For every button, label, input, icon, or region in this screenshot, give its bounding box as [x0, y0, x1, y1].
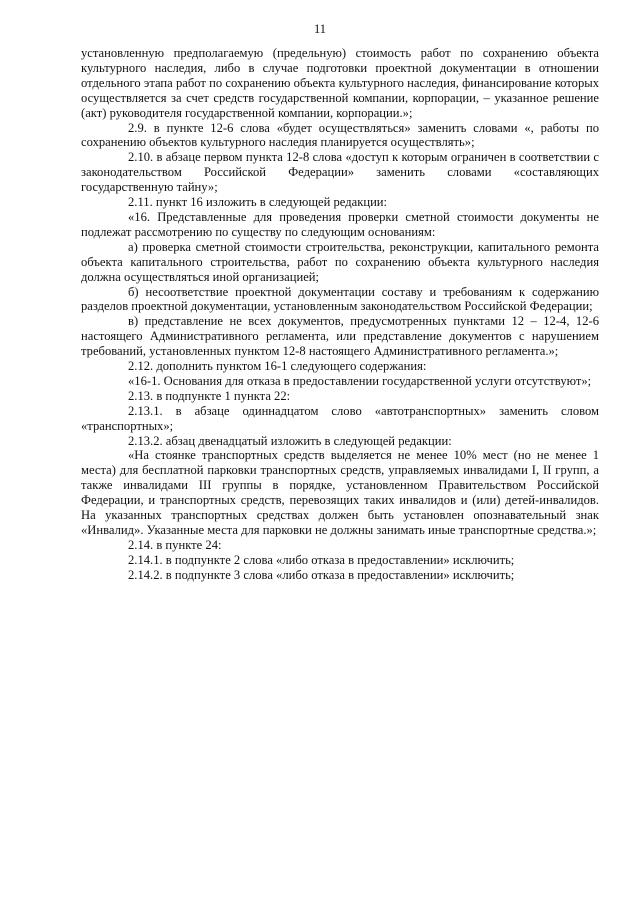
page-number: 11: [313, 22, 327, 36]
paragraph: «16-1. Основания для отказа в предоставлении государственной услуги отсутствуют»;: [128, 373, 592, 388]
paragraph: 2.13. в подпункте 1 пункта 22:: [128, 388, 291, 403]
paragraph: а) проверка сметной стоимости строительства, реконструкции, капитального ремонта объекта капитального строительства, работ по сохранению объекта культурного наследия должна осуществляться иной организацией;: [81, 239, 599, 284]
paragraph: 2.13.1. в абзаце одиннадцатом слово «автотранспортных» заменить словом «транспортных»;: [81, 403, 599, 433]
paragraph: б) несоответствие проектной документации составу и требованиям к содержанию разделов проектной документации, установленным законодательством Российской Федерации;: [81, 284, 599, 314]
paragraph: «На стоянке транспортных средств выделяется не менее 10% мест (но не менее 1 места) для бесплатной парковки транспортных средств, управляемых инвалидами I, II групп, а также инвалидами III группы в порядке, установленном Правительством Российской Федерации, и транспортных средств, перевозящих таких инвалидов и (или) детей-инвалидов. На указанных транспортных средствах должен быть установлен опознавательный знак «Инвалид». Указанные места для парковки не должны занимать иные транспортные средства.»;: [81, 448, 599, 537]
paragraph: 2.10. в абзаце первом пункта 12-8 слова «доступ к которым ограничен в соответствии с законодательством Российской Федерации» заменить словами «составляющих государственную тайну»;: [81, 150, 599, 195]
paragraph: 2.13.2. абзац двенадцатый изложить в следующей редакции:: [128, 433, 452, 448]
paragraph: 2.14.2. в подпункте 3 слова «либо отказа в предоставлении» исключить;: [128, 567, 515, 582]
paragraph: в) представление не всех документов, предусмотренных пунктами 12 – 12-4, 12-6 настоящего Административного регламента, или представление документов с нарушением требований, установленных пунктом 12-8 настоящего Административного регламента.»;: [81, 314, 599, 359]
paragraph: «16. Представленные для проведения проверки сметной стоимости документы не подлежат рассмотрению по существу по следующим основаниям:: [81, 209, 599, 239]
document-body: [81, 46, 599, 583]
paragraph: 2.14. в пункте 24:: [128, 537, 222, 552]
paragraph: 2.14.1. в подпункте 2 слова «либо отказа в предоставлении» исключить;: [128, 552, 515, 567]
paragraph: 2.9. в пункте 12-6 слова «будет осуществляться» заменить словами «, работы по сохранению объектов культурного наследия планируется осуществлять»;: [81, 120, 599, 150]
paragraph: установленную предполагаемую (предельную) стоимость работ по сохранению объекта культурного наследия, либо в случае подготовки проектной документации в отношении отдельного этапа работ по сохранению объекта культурного наследия, финансирование которых осуществляется за счет средств государственной компании, корпорации, – указанное решение (акт) руководителя государственной компании, корпорации.»;: [81, 46, 599, 120]
paragraph: 2.11. пункт 16 изложить в следующей редакции:: [128, 195, 388, 210]
paragraph: 2.12. дополнить пунктом 16-1 следующего содержания:: [128, 359, 427, 374]
